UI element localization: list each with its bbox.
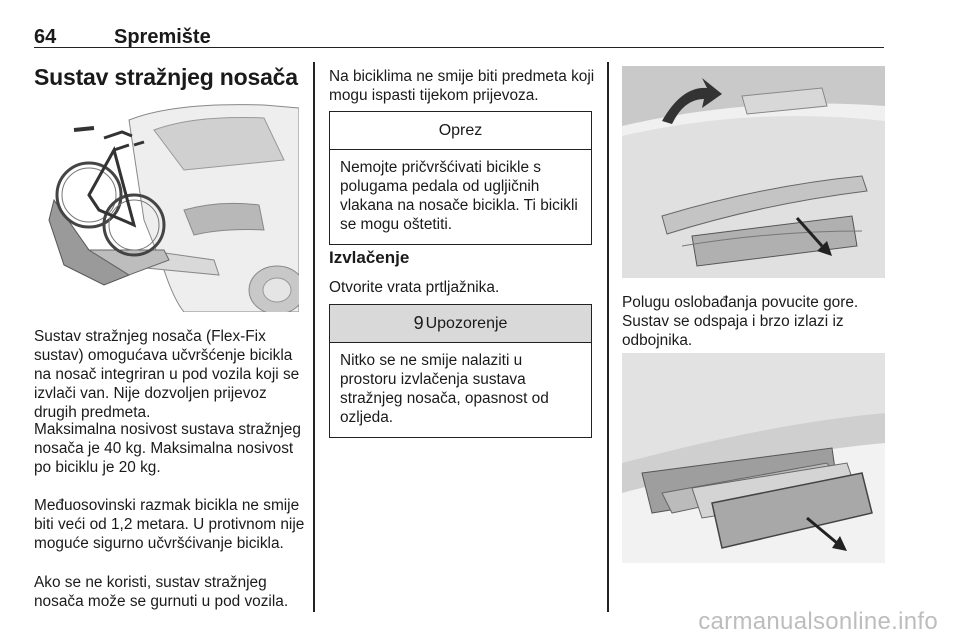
warning-triangle-icon: 9 [413,313,424,333]
warning-box [329,304,592,438]
page-header [34,26,884,48]
caution-box [329,111,592,245]
warning-header [330,305,591,343]
release-lever-text: Polugu oslobađanja povucite gore. Sustav se odspaja i brzo izlazi iz odbojnika. [622,294,859,349]
page-number: 64 [34,26,57,48]
chapter-title: Spremište [114,26,211,48]
column-divider [607,62,609,612]
warning-title: Upozorenje [425,314,508,332]
carrier-description: Sustav stražnjeg nosača (Flex-Fix sustav) omogućava učvršćenje bicikla na nosač integriran u pod vozila koji se izvlači van. Nije dozvoljen prijevoz drugih predmeta. [34,328,300,421]
column-divider [313,62,315,612]
caution-text: Nemojte pričvršćivati bicikle s polugama pedala od ugljičnih vlakana na nosače bicikla. Ti bicikli se mogu oštetiti. [340,159,578,233]
stowage-text: Ako se ne koristi, sustav stražnjeg nosača može se gurnuti u pod vozila. [34,574,289,610]
bicycle-carrier-illustration [34,100,299,312]
max-load-text: Maksimalna nosivost sustava stražnjeg nosača je 40 kg. Maksimalna nosivost po biciklu je 20 kg. [34,421,301,476]
release-lever-illustration [622,66,885,278]
section-title: Sustav stražnjeg nosača [34,64,298,90]
warning-text: Nitko se ne smije nalaziti u prostoru izvlačenja sustava stražnjeg nosača, opasnost od ozljeda. [340,352,549,426]
open-tailgate-text: Otvorite vrata prtljažnika. [329,279,500,296]
loose-items-text: Na biciklima ne smije biti predmeta koji mogu ispasti tijekom prijevoza. [329,68,595,104]
watermark: carmanualsonline.info [698,608,938,635]
carrier-extend-illustration [622,353,885,563]
caution-title: Oprez [330,112,591,150]
subheading-extraction: Izvlačenje [329,248,410,267]
wheelbase-text: Međuosovinski razmak bicikla ne smije biti veći od 1,2 metara. U protivnom nije moguće sigurno učvršćivanje bicikla. [34,497,305,552]
